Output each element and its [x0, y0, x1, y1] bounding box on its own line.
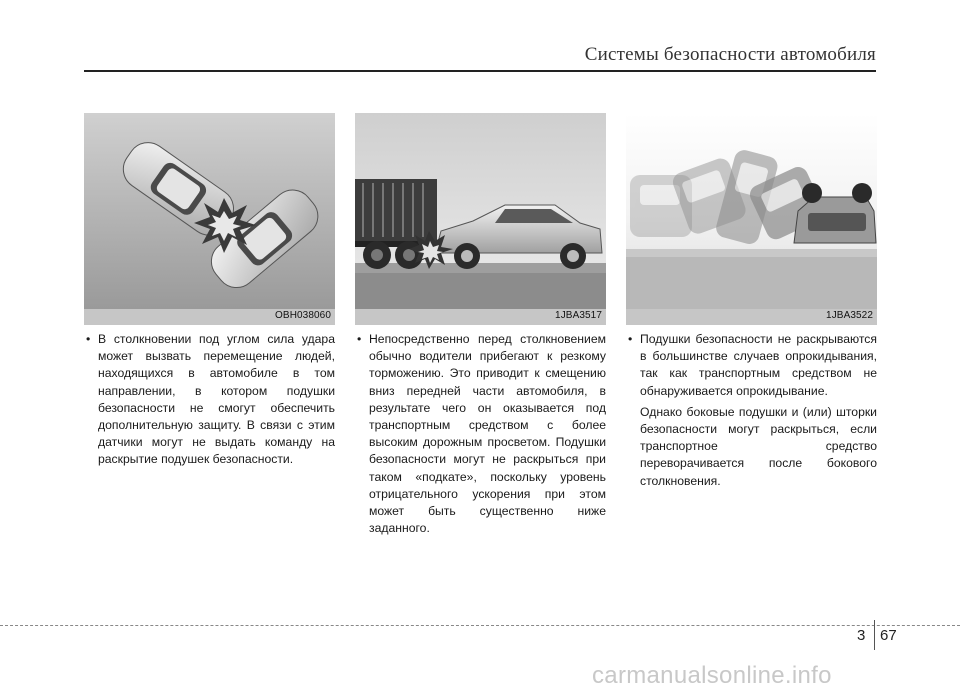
paragraph-text: Непосредственно перед столкновением обычно водители прибегают к резкому торможению. Это приводит к смещению вниз передней части автомобиля, в результате чего он оказывается под транспортным средством с более высоким дорожным просветом. Подушки безопасности могут не раскрыться при таком «подкате», поскольку уровень отрицательного ускорения при этом может быть существенно ниже заданного.: [369, 332, 606, 536]
page-header-title: Системы безопасности автомобиля: [584, 44, 876, 65]
figure-rollover: [626, 113, 877, 309]
paragraph-text-continuation: Однако боковые подушки и (или) шторки безопасности могут раскрыться, если транспортное средство переворачивается после бокового столкновения.: [640, 404, 877, 488]
bullet-mark: •: [357, 332, 362, 346]
header-rule: [84, 70, 876, 72]
paragraph-text: Подушки безопасности не раскрываются в большинстве случаев опрокидывания, так как транспортным средством не обнаруживается опрокидывание.: [640, 332, 877, 398]
bullet-paragraph: [84, 331, 335, 469]
watermark: carmanualsonline.info: [592, 662, 832, 689]
angled-collision-illustration: [84, 113, 335, 309]
figure-code: 1JBA3522: [826, 310, 873, 321]
column-2: [355, 113, 606, 537]
underride-collision-illustration: [355, 113, 606, 309]
column-1: [84, 113, 335, 469]
figure-caption-bar: [84, 309, 335, 325]
paragraph-text: В столкновении под углом сила удара может вызвать перемещение людей, находящихся в автомобиле в том направлении, в котором подушки безопасности не смогут обеспечить дополнительную защиту. В связи с этим датчики могут не выдать команду на раскрытие подушек безопасности.: [98, 332, 335, 467]
bullet-paragraph: [355, 331, 606, 537]
rollover-illustration: [626, 113, 877, 309]
page-number-divider: [874, 620, 875, 650]
footer-dashed-line: [0, 625, 960, 626]
page-number: 67: [880, 627, 897, 644]
chapter-number: 3: [857, 627, 866, 644]
column-3: [626, 113, 877, 490]
bullet-mark: •: [86, 332, 91, 346]
figure-caption-bar: [626, 309, 877, 325]
figure-code: 1JBA3517: [555, 310, 602, 321]
figure-code: OBH038060: [275, 310, 331, 321]
figure-angled-collision: [84, 113, 335, 309]
bullet-mark: •: [628, 332, 633, 346]
figure-caption-bar: [355, 309, 606, 325]
figure-underride-collision: [355, 113, 606, 309]
bullet-paragraph: [626, 331, 877, 400]
